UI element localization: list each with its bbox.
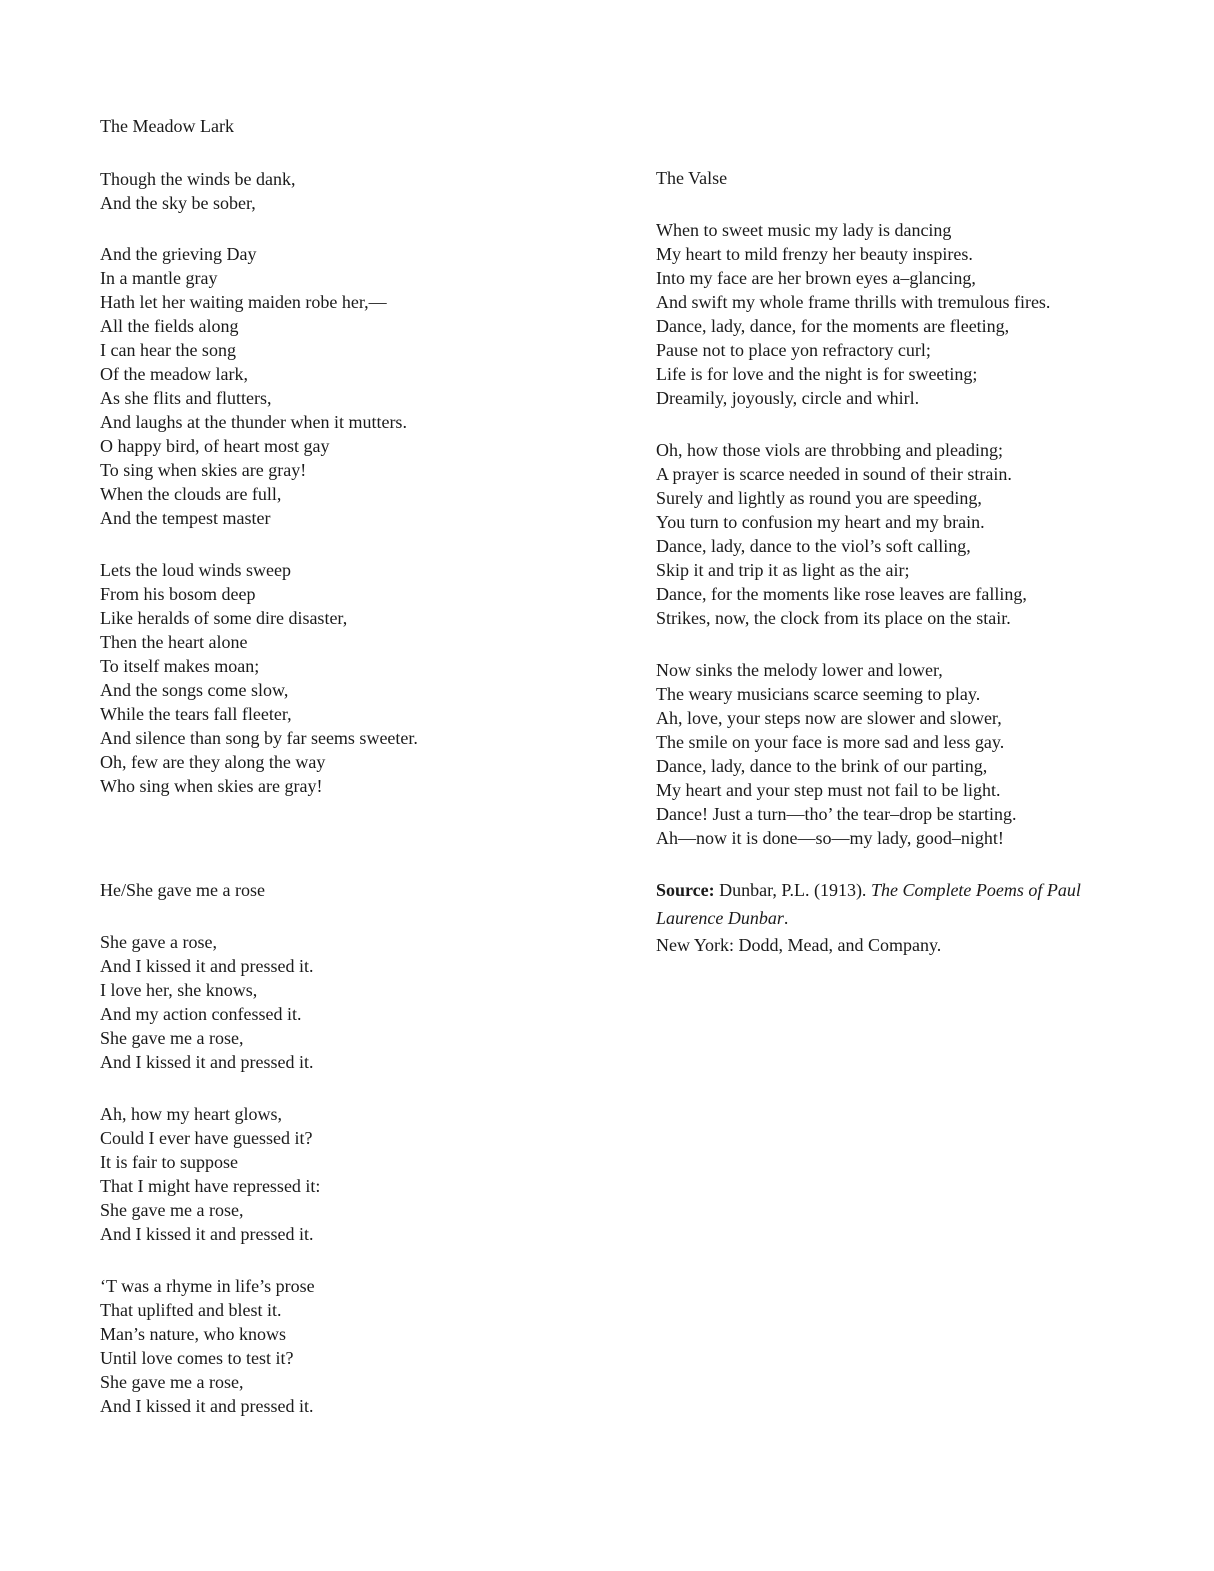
poem-line: Like heralds of some dire disaster, [100,608,348,628]
poem-line: All the fields along [100,316,239,336]
poem-line: The weary musicians scarce seeming to play. [656,684,981,704]
poem-line: Dance, lady, dance to the brink of our parting, [656,756,988,776]
poem-line: She gave me a rose, [100,1200,244,1220]
poem-line: Oh, how those viols are throbbing and pleading; [656,440,1003,460]
poem-line: The smile on your face is more sad and less gay. [656,732,1005,752]
poem-line: Dance! Just a turn—tho’ the tear–drop be starting. [656,804,1017,824]
poem-line: To sing when skies are gray! [100,460,307,480]
poem-line: O happy bird, of heart most gay [100,436,330,456]
poem-line: Of the meadow lark, [100,364,248,384]
poem-line: Ah, love, your steps now are slower and slower, [656,708,1002,728]
poem-line: Ah—now it is done—so—my lady, good–night! [656,828,1004,848]
stanza [100,242,407,530]
poem-line: Skip it and trip it as light as the air; [656,560,910,580]
stanza [656,218,1050,410]
poem-line: Then the heart alone [100,632,248,652]
poem-line: Strikes, now, the clock from its place on the stair. [656,608,1011,628]
publisher: New York: Dodd, Mead, and Company. [656,935,942,955]
poem-line: Though the winds be dank, [100,169,296,189]
citation-text: Dunbar, P.L. (1913). [714,880,871,900]
stanza [100,1274,315,1418]
poem-line: Dance, lady, dance, for the moments are fleeting, [656,316,1010,336]
poem-line: And swift my whole frame thrills with tremulous fires. [656,292,1051,312]
poem-title-gave-me-a-rose: He/She gave me a rose [100,880,265,900]
poem-line: As she flits and flutters, [100,388,272,408]
poem-line: Hath let her waiting maiden robe her,— [100,292,387,312]
citation-period: . [783,907,789,928]
poem-line: And the grieving Day [100,244,257,264]
poem-line: I love her, she knows, [100,980,258,1000]
poem-line: And I kissed it and pressed it. [100,1396,314,1416]
poem-line: In a mantle gray [100,268,218,288]
poem-line: Man’s nature, who knows [100,1324,286,1344]
stanza [100,167,295,215]
poem-line: ‘T was a rhyme in life’s prose [100,1276,315,1296]
poem-line: And the sky be sober, [100,193,256,213]
poem-line: A prayer is scarce needed in sound of their strain. [656,464,1012,484]
poem-line: My heart to mild frenzy her beauty inspires. [656,244,973,264]
poem-line: Ah, how my heart glows, [100,1104,282,1124]
poem-line: And the songs come slow, [100,680,289,700]
poem-line: When to sweet music my lady is dancing [656,220,952,240]
poem-title-meadow-lark: The Meadow Lark [100,116,234,136]
source-citation [656,877,1116,960]
poem-line: Oh, few are they along the way [100,752,326,772]
poem-line: Into my face are her brown eyes a–glancing, [656,268,976,288]
poem-line: You turn to confusion my heart and my brain. [656,512,985,532]
poem-line: Pause not to place yon refractory curl; [656,340,931,360]
poem-line: That I might have repressed it: [100,1176,321,1196]
book-title: The Complete Poems of Paul Laurence Dunbar [656,880,1081,928]
poem-line: It is fair to suppose [100,1152,238,1172]
poem-line: She gave a rose, [100,932,217,952]
poem-line: I can hear the song [100,340,236,360]
poem-line: And my action confessed it. [100,1004,302,1024]
stanza [100,1102,320,1246]
poem-line: Dance, lady, dance to the viol’s soft calling, [656,536,971,556]
poem-line: Until love comes to test it? [100,1348,294,1368]
poem-line: While the tears fall fleeter, [100,704,292,724]
poem-line: Dance, for the moments like rose leaves are falling, [656,584,1027,604]
poem-line: To itself makes moan; [100,656,260,676]
poem-line: Lets the loud winds sweep [100,560,291,580]
poem-title-valse: The Valse [656,168,728,188]
poem-line: Now sinks the melody lower and lower, [656,660,943,680]
source-label: Source: [656,880,715,900]
poem-line: She gave me a rose, [100,1372,244,1392]
poem-line: And silence than song by far seems sweeter. [100,728,418,748]
poem-line: Surely and lightly as round you are speeding, [656,488,982,508]
poem-line: And the tempest master [100,508,271,528]
poem-line: From his bosom deep [100,584,256,604]
poem-line: And I kissed it and pressed it. [100,1224,314,1244]
poem-line: Life is for love and the night is for sweeting; [656,364,978,384]
poem-line: And I kissed it and pressed it. [100,1052,314,1072]
stanza [656,438,1027,630]
poem-line: When the clouds are full, [100,484,282,504]
poem-line: And I kissed it and pressed it. [100,956,314,976]
stanza [100,930,313,1074]
stanza [656,658,1017,850]
poem-line: She gave me a rose, [100,1028,244,1048]
poem-line: Could I ever have guessed it? [100,1128,313,1148]
poem-line: Dreamily, joyously, circle and whirl. [656,388,920,408]
poem-line: And laughs at the thunder when it mutters. [100,412,407,432]
stanza [100,558,418,798]
poem-line: My heart and your step must not fail to be light. [656,780,1001,800]
poem-line: That uplifted and blest it. [100,1300,282,1320]
poem-line: Who sing when skies are gray! [100,776,323,796]
